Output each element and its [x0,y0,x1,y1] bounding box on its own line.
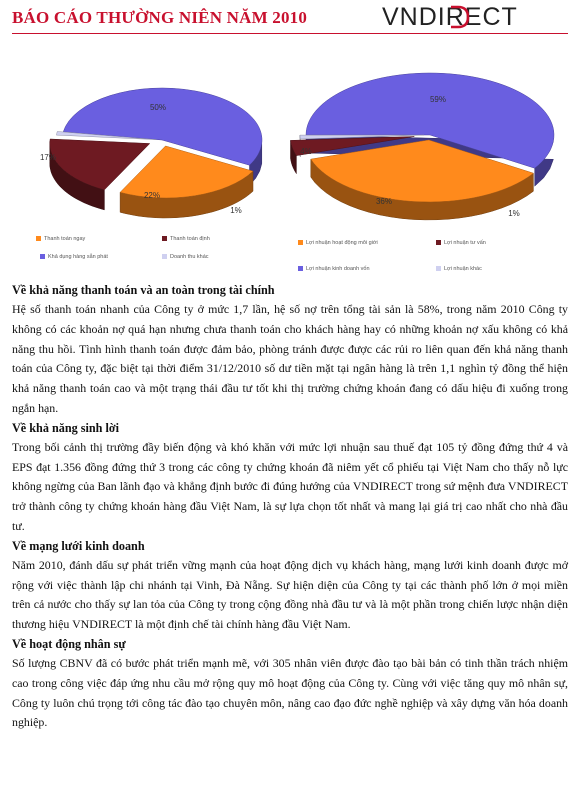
legend-item [298,240,378,246]
report-header [0,0,582,40]
legend-swatch [162,254,167,259]
pie-legend [10,40,272,276]
section-heading-liquidity: Về khả năng thanh toán và an toàn trong tài chính [12,283,275,297]
section-body-profitability: Trong bối cảnh thị trường đầy biến động và khó khăn với mức lợi nhuận sau thuế đạt 105 tỷ đồng đứng thứ 4 và EPS đạt 1.356 đồng đứng thứ 3 trong các công ty chứng khoán đã niêm yết cổ phiếu tại Việt Nam cho thấy nỗ lực không ngừng của Ban lãnh đạo và khẳng định bước đi đúng hướng của VNDIRECT trong sứ mệnh đưa VNDIRECT trở thành công ty chứng khoán hàng đầu Việt Nam, là sự lựa chọn tốt nhất và mang lại giá trị cao nhất cho nhà đầu tư. [12,439,568,533]
legend-label: Lợi nhuận kinh doanh vốn [306,266,370,272]
legend-item [162,254,209,260]
pie-data-label: 4% [300,147,312,156]
header-divider [12,33,568,34]
legend-label: Doanh thu khác [170,254,209,260]
legend-swatch [36,236,41,241]
legend-label: Khả dụng hàng sẵn phát [48,254,108,260]
pie-data-label: 36% [375,197,393,206]
legend-item [162,236,210,242]
logo-text: VNDIRECT [382,3,518,31]
legend-item [36,236,85,242]
legend-swatch [436,240,441,245]
legend-item [436,266,482,272]
legend-item [40,254,108,260]
section-heading-profitability: Về khả năng sinh lời [12,420,119,435]
logo-accent-icon [448,5,470,29]
legend-label: Thanh toán định [170,236,210,242]
pie-chart-2 [288,40,568,276]
section-body-hr: Số lượng CBNV đã có bước phát triển mạnh mẽ, với 305 nhân viên được đào tạo bài bản có tinh thần trách nhiệm cao trong công việc đáp ứng nhu cầu mở rộng quy mô hoạt động của Công ty. Cùng với việc tăng quy mô nhân sự, Công ty luôn chú trọng tới công tác đào tạo chuyên môn, nâng cao đạo đức nghề nghiệp và xây dựng văn hóa doanh nghiệp. [12,655,568,730]
legend-swatch [298,266,303,271]
legend-swatch [162,236,167,241]
pie-data-label: 59% [429,95,447,104]
legend-label: Thanh toán ngay [44,236,86,242]
legend-swatch [40,254,45,259]
legend-label: Lợi nhuận khác [444,266,482,272]
vndirect-logo [382,3,558,33]
legend-swatch [436,266,441,271]
pie-data-label: 1% [508,209,520,218]
section-body-liquidity: Hệ số thanh toán nhanh của Công ty ở mức 1,7 lần, hệ số nợ trên tổng tài sản là 58%, trong năm 2010 Công ty không có các khoản nợ quá hạn nhưng chưa thanh toán cho khách hàng hay có những khoản nợ xấu không có khả năng thu hồi. Tình hình thanh toán được đảm bảo, phòng tránh được được các rủi ro liên quan đến khả năng thanh toán của Công ty, đặc biệt tại thời điểm 31/12/2010 số dư tiền mặt tại ngân hàng là trên 1,1 nghìn tỷ đồng thể hiện khả năng thanh toán cao và một trạng thái đầu tư tốt khi thị trường chứng khoán đang có dấu hiệu đi xuống trong ngắn hạn. [12,302,568,415]
pie-chart-1 [10,40,272,276]
section-body-network: Năm 2010, đánh dấu sự phát triển vững mạnh của hoạt động dịch vụ khách hàng, mạng lưới kinh doanh được mở rộng với việc thành lập chi nhánh tại Vinh, Đà Nẵng. Sự hiện diện của Công ty tại các thành phố lớn ở mọi miền trên cả nước cho thấy sự lan tỏa của Công ty trong cộng đồng nhà đầu tư và là một phần trong chiến lược nhận diện thương hiệu VNDIRECT là một định chế tài chính hàng đầu Việt Nam. [12,557,568,632]
legend-swatch [298,240,303,245]
pie-data-label: 1% [230,206,242,215]
pie-data-label: 22% [143,191,161,200]
legend-label: Lợi nhuận tư vấn [444,240,486,246]
legend-item [436,240,486,246]
section-heading-hr: Về hoạt động nhân sự [12,636,126,651]
report-body [12,281,568,733]
pie-data-label: 50% [149,103,167,112]
section-heading-network: Về mạng lưới kinh doanh [12,538,145,553]
pie-data-label: 17% [39,153,57,162]
pie-legend [288,40,568,276]
report-title: BÁO CÁO THƯỜNG NIÊN NĂM 2010 [12,8,308,27]
legend-item [298,266,370,272]
legend-label: Lợi nhuận hoạt động môi giới [306,240,378,246]
